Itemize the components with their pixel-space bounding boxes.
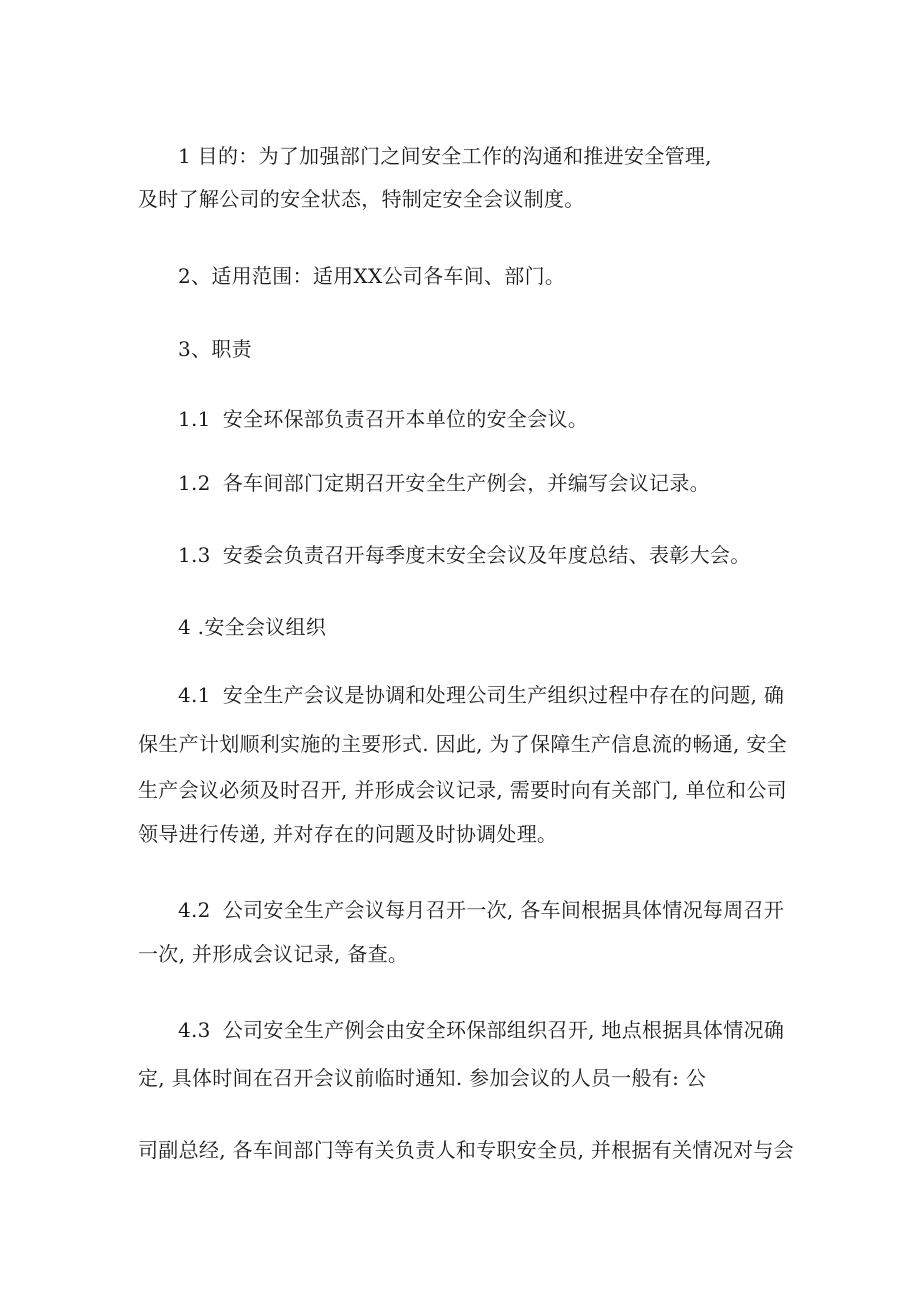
clause-4-1-line-3: 生产会议必须及时召开, 并形成会议记录, 需要时向有关部门, 单位和公司 bbox=[138, 778, 787, 802]
clause-number: 4.2 bbox=[178, 898, 211, 922]
clause-4-2-line-1 bbox=[178, 896, 784, 924]
section-heading-meeting-organization: 4 .安全会议组织 bbox=[178, 615, 327, 639]
clause-number: 4.3 bbox=[178, 1018, 211, 1042]
clause-1-1 bbox=[178, 405, 588, 433]
paragraph-1-line-1: 1 目的：为了加强部门之间安全工作的沟通和推进安全管理, bbox=[178, 144, 712, 168]
clause-text: 公司安全生产会议每月召开一次, 各车间根据具体情况每周召开 bbox=[222, 898, 785, 922]
clause-4-1-line-1 bbox=[178, 681, 784, 709]
clause-number: 4.1 bbox=[178, 683, 211, 707]
clause-number: 1.3 bbox=[178, 543, 211, 567]
clause-number: 1.1 bbox=[178, 407, 211, 431]
clause-4-3-line-2: 定, 具体时间在召开会议前临时通知. 参加会议的人员一般有: 公 bbox=[138, 1066, 707, 1090]
clause-text: 各车间部门定期召开安全生产例会，并编写会议记录。 bbox=[222, 471, 710, 495]
clause-1-2 bbox=[178, 469, 710, 497]
clause-number: 1.2 bbox=[178, 471, 211, 495]
clause-4-2-line-2: 一次, 并形成会议记录, 备查。 bbox=[138, 942, 409, 966]
clause-4-1-line-2: 保生产计划顺利实施的主要形式. 因此, 为了保障生产信息流的畅通, 安全 bbox=[138, 732, 787, 756]
paragraph-2: 2、适用范围：适用XX公司各车间、部门。 bbox=[178, 264, 566, 288]
clause-1-3 bbox=[178, 541, 751, 569]
continuation-line: 司副总经, 各车间部门等有关负责人和专职安全员, 并根据有关情况对与会 bbox=[138, 1138, 794, 1162]
clause-text: 安全生产会议是协调和处理公司生产组织过程中存在的问题, 确 bbox=[222, 683, 785, 707]
clause-4-3-line-1 bbox=[178, 1016, 784, 1044]
paragraph-1-line-2: 及时了解公司的安全状态，特制定安全会议制度。 bbox=[138, 187, 585, 211]
section-heading-responsibilities: 3、职责 bbox=[178, 337, 252, 361]
clause-text: 安委会负责召开每季度末安全会议及年度总结、表彰大会。 bbox=[222, 543, 751, 567]
clause-text: 公司安全生产例会由安全环保部组织召开, 地点根据具体情况确 bbox=[222, 1018, 785, 1042]
clause-text: 安全环保部负责召开本单位的安全会议。 bbox=[222, 407, 589, 431]
clause-4-1-line-4: 领导进行传递, 并对存在的问题及时协调处理。 bbox=[138, 822, 558, 846]
